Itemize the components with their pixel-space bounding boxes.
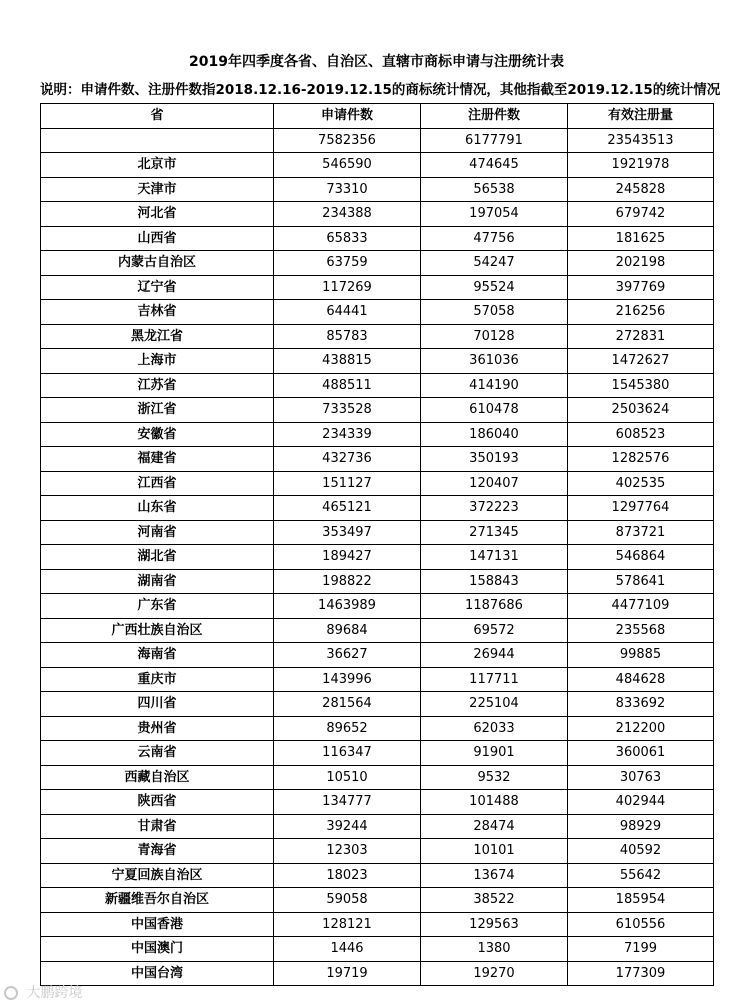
applications-cell: 117269 [274, 275, 421, 300]
effective-cell: 98929 [568, 814, 714, 839]
table-row [41, 153, 714, 178]
effective-cell: 1921978 [568, 153, 714, 178]
registrations-cell: 13674 [421, 863, 568, 888]
table-row [41, 937, 714, 962]
effective-cell: 7199 [568, 937, 714, 962]
effective-cell: 245828 [568, 177, 714, 202]
header-registrations: 注册件数 [421, 104, 568, 129]
registrations-cell: 26944 [421, 643, 568, 668]
table-row [41, 790, 714, 815]
effective-cell: 578641 [568, 569, 714, 594]
registrations-cell: 1380 [421, 937, 568, 962]
applications-cell: 39244 [274, 814, 421, 839]
table-row [41, 643, 714, 668]
trademark-stats-table [40, 103, 714, 986]
effective-cell: 185954 [568, 888, 714, 913]
province-cell: 四川省 [41, 692, 274, 717]
table-row [41, 569, 714, 594]
effective-cell: 484628 [568, 667, 714, 692]
registrations-cell: 129563 [421, 912, 568, 937]
applications-cell: 10510 [274, 765, 421, 790]
effective-cell: 177309 [568, 961, 714, 986]
province-cell: 青海省 [41, 839, 274, 864]
applications-cell: 151127 [274, 471, 421, 496]
registrations-cell: 1187686 [421, 594, 568, 619]
province-cell: 山西省 [41, 226, 274, 251]
table-row [41, 177, 714, 202]
table-row [41, 863, 714, 888]
effective-cell: 402944 [568, 790, 714, 815]
effective-cell: 99885 [568, 643, 714, 668]
header-province: 省 [41, 104, 274, 129]
table-row [41, 251, 714, 276]
applications-cell: 36627 [274, 643, 421, 668]
table-body [41, 128, 714, 986]
registrations-cell: 158843 [421, 569, 568, 594]
table-row [41, 692, 714, 717]
table-row [41, 226, 714, 251]
province-cell: 湖北省 [41, 545, 274, 570]
effective-cell: 181625 [568, 226, 714, 251]
table-row [41, 373, 714, 398]
effective-cell: 360061 [568, 741, 714, 766]
table-row [41, 324, 714, 349]
province-cell: 浙江省 [41, 398, 274, 423]
table-row [41, 765, 714, 790]
registrations-cell: 101488 [421, 790, 568, 815]
table-row [41, 814, 714, 839]
applications-cell: 85783 [274, 324, 421, 349]
province-cell: 吉林省 [41, 300, 274, 325]
document-title: 2019年四季度各省、自治区、直辖市商标申请与注册统计表 [189, 54, 564, 70]
effective-cell: 873721 [568, 520, 714, 545]
effective-cell: 1282576 [568, 447, 714, 472]
province-cell: 河南省 [41, 520, 274, 545]
table-row [41, 300, 714, 325]
effective-cell: 212200 [568, 716, 714, 741]
document-note: 说明：申请件数、注册件数指2018.12.16-2019.12.15的商标统计情况，其他指截至2019.12.15的统计情况 [40, 82, 721, 98]
province-cell: 新疆维吾尔自治区 [41, 888, 274, 913]
registrations-cell: 70128 [421, 324, 568, 349]
registrations-cell: 56538 [421, 177, 568, 202]
table-header-row [41, 104, 714, 129]
effective-cell: 4477109 [568, 594, 714, 619]
applications-cell: 64441 [274, 300, 421, 325]
applications-cell: 19719 [274, 961, 421, 986]
watermark-text: 大鹏跨境 [26, 985, 83, 1001]
registrations-cell: 610478 [421, 398, 568, 423]
applications-cell: 1446 [274, 937, 421, 962]
registrations-cell: 372223 [421, 496, 568, 521]
province-cell: 海南省 [41, 643, 274, 668]
registrations-cell: 9532 [421, 765, 568, 790]
province-cell: 湖南省 [41, 569, 274, 594]
table-row [41, 594, 714, 619]
province-cell: 中国澳门 [41, 937, 274, 962]
applications-cell: 189427 [274, 545, 421, 570]
province-cell: 山东省 [41, 496, 274, 521]
effective-cell: 402535 [568, 471, 714, 496]
province-cell: 西藏自治区 [41, 765, 274, 790]
applications-cell: 134777 [274, 790, 421, 815]
effective-cell: 2503624 [568, 398, 714, 423]
table-row [41, 349, 714, 374]
province-cell: 云南省 [41, 741, 274, 766]
registrations-cell: 361036 [421, 349, 568, 374]
applications-cell: 89652 [274, 716, 421, 741]
province-cell: 广东省 [41, 594, 274, 619]
effective-cell: 1545380 [568, 373, 714, 398]
registrations-cell: 225104 [421, 692, 568, 717]
applications-cell: 281564 [274, 692, 421, 717]
registrations-cell: 271345 [421, 520, 568, 545]
effective-cell: 833692 [568, 692, 714, 717]
effective-cell: 546864 [568, 545, 714, 570]
table-row [41, 716, 714, 741]
registrations-cell: 69572 [421, 618, 568, 643]
registrations-cell: 117711 [421, 667, 568, 692]
table-row [41, 202, 714, 227]
effective-cell: 202198 [568, 251, 714, 276]
registrations-cell: 91901 [421, 741, 568, 766]
effective-cell: 235568 [568, 618, 714, 643]
table-row [41, 422, 714, 447]
registrations-cell: 38522 [421, 888, 568, 913]
table-row [41, 961, 714, 986]
applications-cell: 73310 [274, 177, 421, 202]
applications-cell: 89684 [274, 618, 421, 643]
province-cell: 天津市 [41, 177, 274, 202]
effective-cell: 1297764 [568, 496, 714, 521]
province-cell: 内蒙古自治区 [41, 251, 274, 276]
province-cell: 福建省 [41, 447, 274, 472]
total-registrations-cell: 6177791 [421, 128, 568, 153]
table-row [41, 888, 714, 913]
applications-cell: 546590 [274, 153, 421, 178]
effective-cell: 216256 [568, 300, 714, 325]
province-cell: 中国台湾 [41, 961, 274, 986]
table-row [41, 398, 714, 423]
registrations-cell: 186040 [421, 422, 568, 447]
table-row [41, 545, 714, 570]
header-applications: 申请件数 [274, 104, 421, 129]
registrations-cell: 47756 [421, 226, 568, 251]
table-row [41, 275, 714, 300]
province-cell: 陕西省 [41, 790, 274, 815]
applications-cell: 733528 [274, 398, 421, 423]
applications-cell: 353497 [274, 520, 421, 545]
effective-cell: 30763 [568, 765, 714, 790]
province-cell: 安徽省 [41, 422, 274, 447]
applications-cell: 1463989 [274, 594, 421, 619]
applications-cell: 116347 [274, 741, 421, 766]
province-cell: 宁夏回族自治区 [41, 863, 274, 888]
province-cell: 河北省 [41, 202, 274, 227]
applications-cell: 432736 [274, 447, 421, 472]
effective-cell: 679742 [568, 202, 714, 227]
applications-cell: 488511 [274, 373, 421, 398]
applications-cell: 234388 [274, 202, 421, 227]
applications-cell: 465121 [274, 496, 421, 521]
effective-cell: 608523 [568, 422, 714, 447]
province-cell: 辽宁省 [41, 275, 274, 300]
effective-cell: 610556 [568, 912, 714, 937]
applications-cell: 59058 [274, 888, 421, 913]
province-cell: 上海市 [41, 349, 274, 374]
applications-cell: 128121 [274, 912, 421, 937]
applications-cell: 12303 [274, 839, 421, 864]
total-effective-cell: 23543513 [568, 128, 714, 153]
header-effective: 有效注册量 [568, 104, 714, 129]
effective-cell: 55642 [568, 863, 714, 888]
province-cell: 广西壮族自治区 [41, 618, 274, 643]
province-cell: 江西省 [41, 471, 274, 496]
table-row [41, 471, 714, 496]
registrations-cell: 147131 [421, 545, 568, 570]
province-cell: 贵州省 [41, 716, 274, 741]
table-row [41, 741, 714, 766]
province-cell: 江苏省 [41, 373, 274, 398]
applications-cell: 65833 [274, 226, 421, 251]
registrations-cell: 197054 [421, 202, 568, 227]
registrations-cell: 120407 [421, 471, 568, 496]
registrations-cell: 414190 [421, 373, 568, 398]
registrations-cell: 28474 [421, 814, 568, 839]
applications-cell: 198822 [274, 569, 421, 594]
table-row [41, 912, 714, 937]
registrations-cell: 95524 [421, 275, 568, 300]
table-row [41, 520, 714, 545]
registrations-cell: 350193 [421, 447, 568, 472]
table-row [41, 618, 714, 643]
applications-cell: 234339 [274, 422, 421, 447]
registrations-cell: 10101 [421, 839, 568, 864]
province-cell: 黑龙江省 [41, 324, 274, 349]
applications-cell: 63759 [274, 251, 421, 276]
applications-cell: 143996 [274, 667, 421, 692]
registrations-cell: 57058 [421, 300, 568, 325]
total-province-cell [41, 128, 274, 153]
registrations-cell: 19270 [421, 961, 568, 986]
applications-cell: 438815 [274, 349, 421, 374]
province-cell: 重庆市 [41, 667, 274, 692]
watermark [4, 984, 82, 1002]
province-cell: 北京市 [41, 153, 274, 178]
province-cell: 中国香港 [41, 912, 274, 937]
effective-cell: 272831 [568, 324, 714, 349]
table-row [41, 447, 714, 472]
registrations-cell: 474645 [421, 153, 568, 178]
total-row [41, 128, 714, 153]
province-cell: 甘肃省 [41, 814, 274, 839]
applications-cell: 18023 [274, 863, 421, 888]
registrations-cell: 54247 [421, 251, 568, 276]
effective-cell: 1472627 [568, 349, 714, 374]
registrations-cell: 62033 [421, 716, 568, 741]
table-row [41, 667, 714, 692]
table-row [41, 839, 714, 864]
watermark-logo-icon [4, 986, 18, 1000]
effective-cell: 397769 [568, 275, 714, 300]
effective-cell: 40592 [568, 839, 714, 864]
table-row [41, 496, 714, 521]
total-applications-cell: 7582356 [274, 128, 421, 153]
